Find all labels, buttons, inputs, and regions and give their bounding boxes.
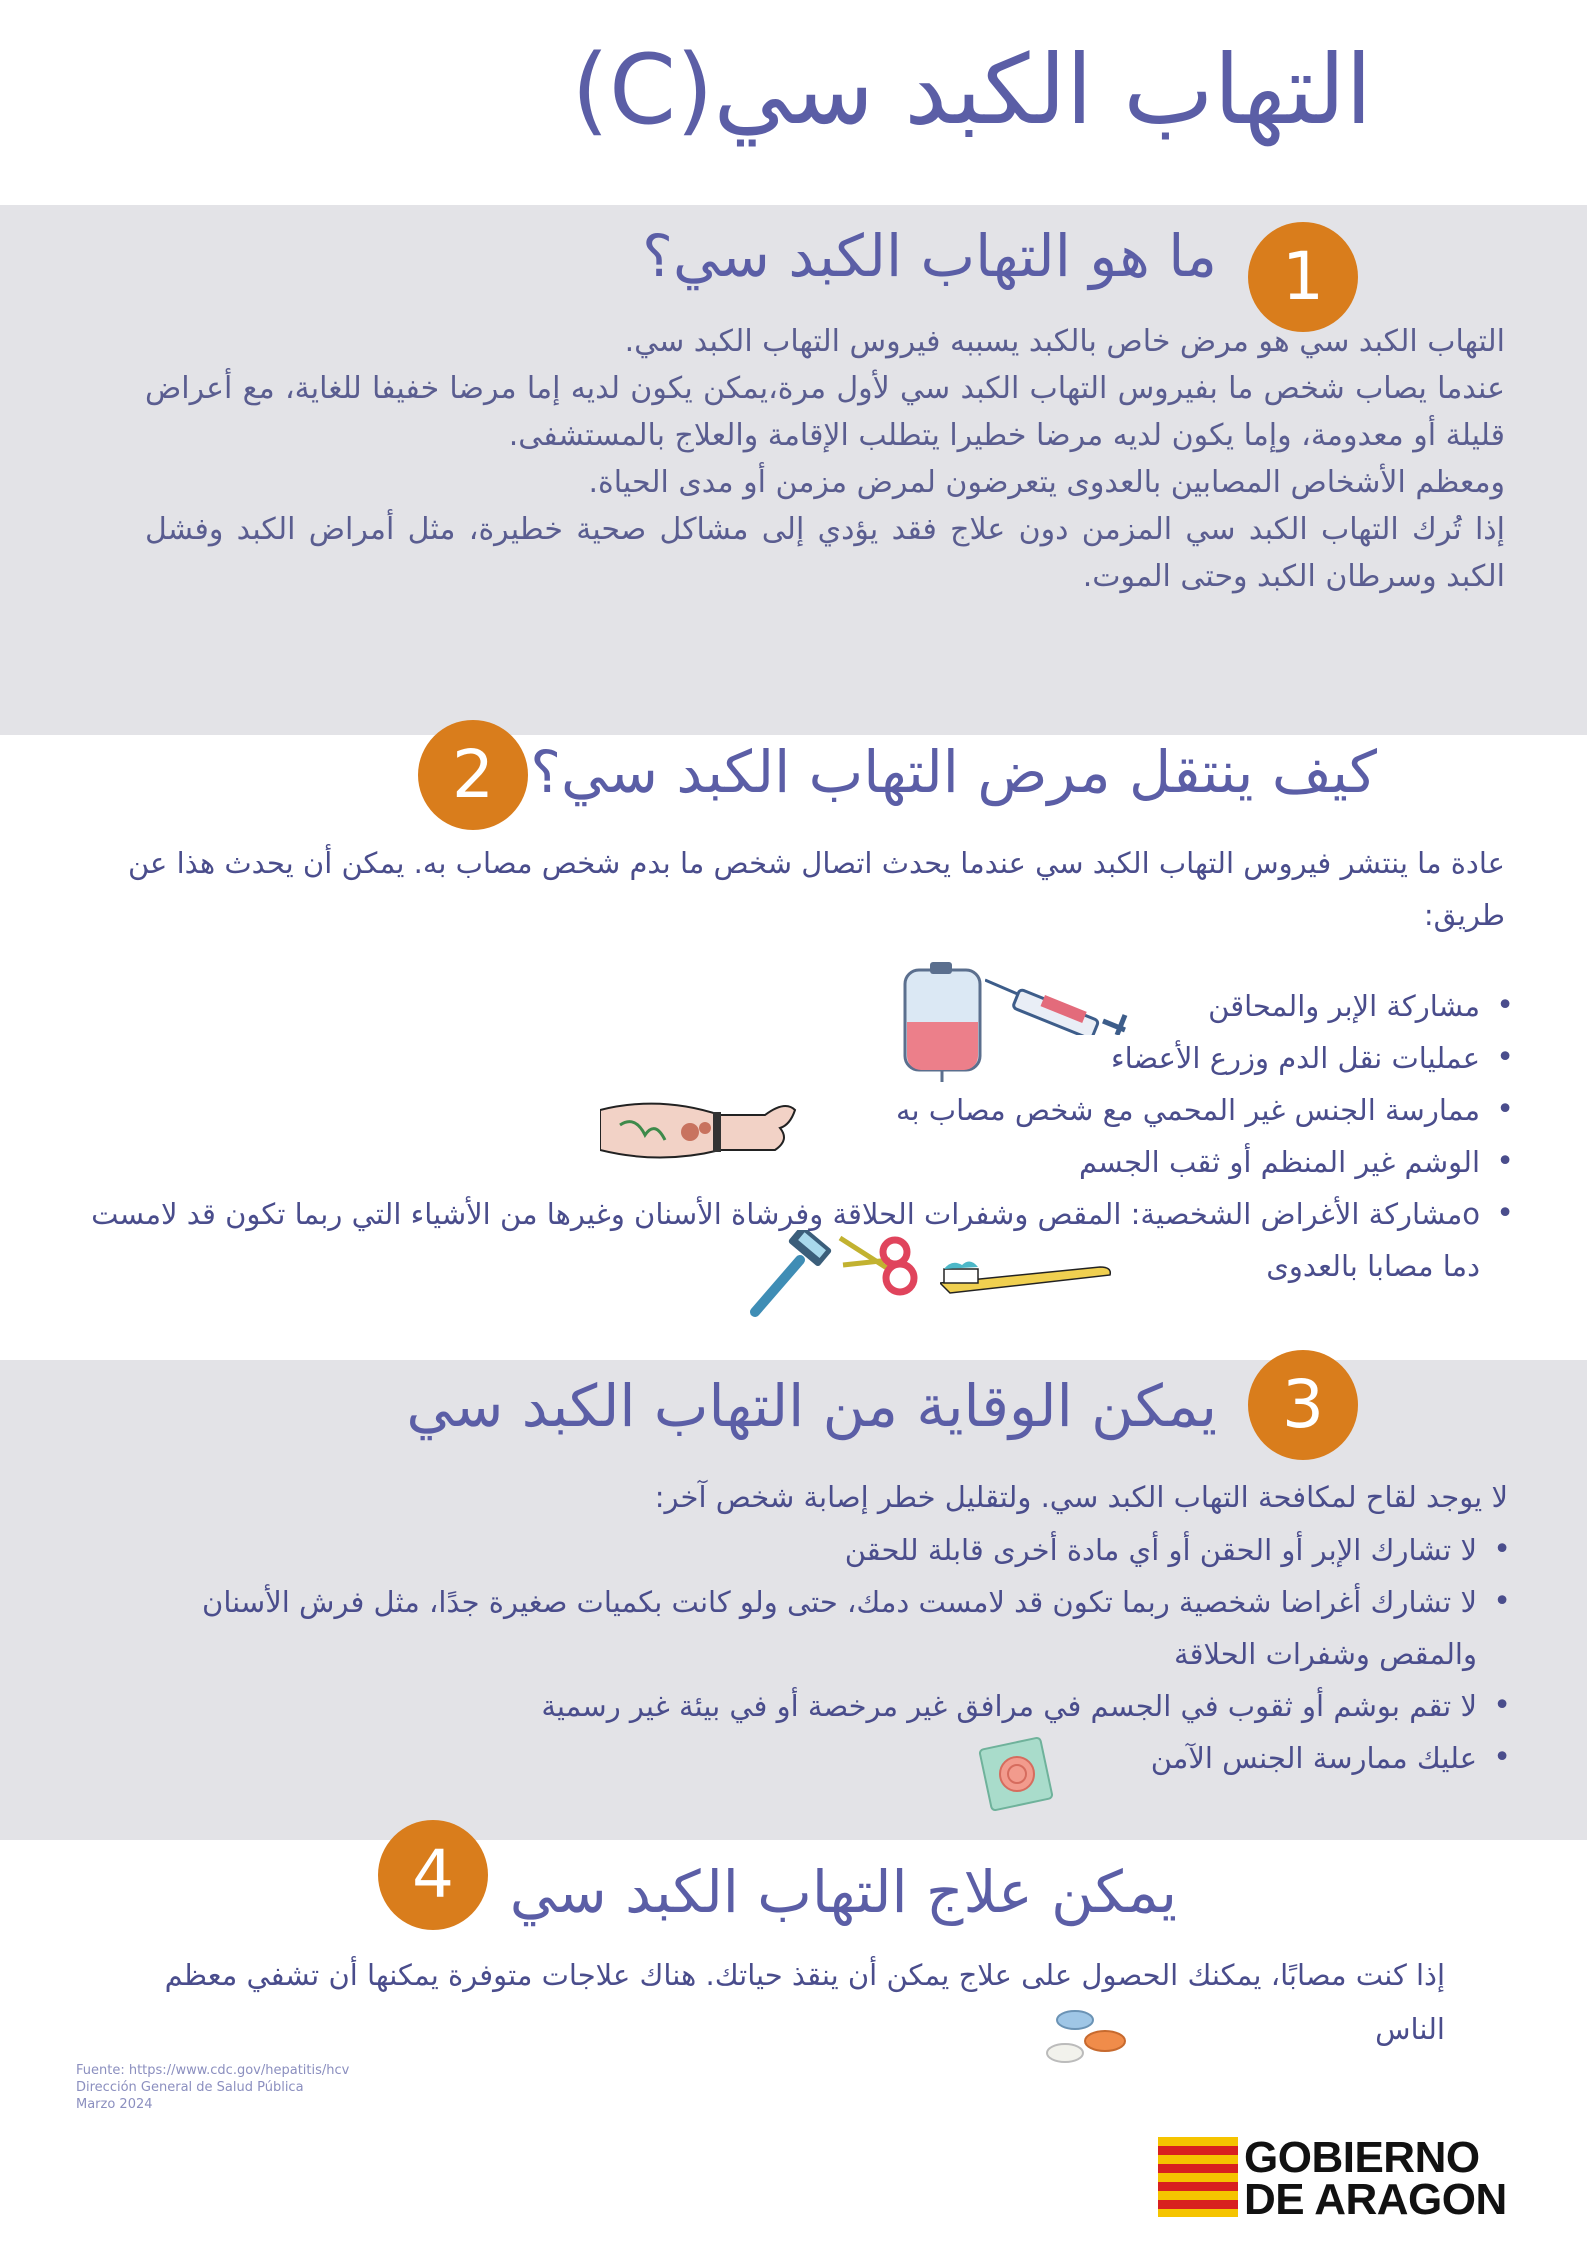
aragon-flag-icon [1158,2137,1238,2217]
section-4-intro: إذا كنت مصابًا، يمكنك الحصول على علاج يمكن أن ينقذ حياتك. هناك علاجات متوفرة يمكنها أن تشفي معظم الناس [164,1958,1445,2046]
section-1-paragraph: إذا تُرك التهاب الكبد سي المزمن دون علاج فقد يؤدي إلى مشاكل صحية خطيرة، مثل أمراض الكبد وفشل الكبد وسرطان الكبد وحتى الموت. [145,512,1505,594]
tattooed-arm-icon [600,1090,800,1170]
section-3-number-badge: 3 [1248,1350,1358,1460]
toothbrush-icon [940,1255,1115,1300]
page-title: التهاب الكبد سي(C) [571,34,1372,146]
list-item: • عليك ممارسة الجنس الآمن [135,1732,1477,1784]
source-line: Marzo 2024 [76,2097,153,2112]
section-4-heading: يمكن علاج التهاب الكبد سي [509,1858,1177,1926]
list-item: • لا تشارك الإبر أو الحقن أو أي مادة أخرى قابلة للحقن [135,1524,1477,1576]
list-item: • عمليات نقل الدم وزرع الأعضاء [90,1032,1480,1084]
section-1-paragraph: عندما يصاب شخص ما بفيروس التهاب الكبد سي لأول مرة،يمكن يكون لديه إما مرضا خفيفا للغاية، مع أعراض قليلة أو معدومة، وإما يكون لديه مرضا خطيرا يتطلب الإقامة والعلاج بالمستشفى. [145,371,1505,453]
list-item: • مشاركة الإبر والمحاقن [90,980,1480,1032]
pills-icon [1045,2005,1155,2065]
list-item: • الوشم غير المنظم أو ثقب الجسم [90,1136,1480,1188]
section-1-heading: ما هو التهاب الكبد سي؟ [642,222,1217,290]
logo-line-2: DE ARAGON [1244,2175,1507,2224]
razor-icon [745,1230,835,1320]
source-line: Dirección General de Salud Pública [76,2080,304,2095]
condom-icon [975,1735,1065,1815]
section-3-list [135,1524,1511,1784]
list-item: • لا تشارك أغراضا شخصية ربما تكون قد لامست دمك، حتى ولو كانت بكميات صغيرة جدًا، مثل فرش الأسنان والمقص وشفرات الحلاقة [135,1576,1477,1680]
section-3-heading: يمكن الوقاية من التهاب الكبد سي [406,1372,1217,1440]
scissors-icon [835,1230,925,1310]
section-1-paragraph: التهاب الكبد سي هو مرض خاص بالكبد يسببه فيروس التهاب الكبد سي. [624,324,1505,359]
blood-bag-icon [900,962,990,1082]
source-line: Fuente: https://www.cdc.gov/hepatitis/hcv [76,2063,350,2078]
source-note [76,2062,349,2113]
government-logo-text [1244,2133,1507,2224]
section-1-body [145,318,1505,600]
section-4-number-badge: 4 [378,1820,488,1930]
list-item: • لا تقم بوشم أو ثقوب في الجسم في مرافق غير مرخصة أو في بيئة غير رسمية [135,1680,1477,1732]
syringe-icon [985,975,1145,1035]
section-2-heading: كيف ينتقل مرض التهاب الكبد سي؟ [530,738,1377,806]
list-item: • ممارسة الجنس غير المحمي مع شخص مصاب به [90,1084,1480,1136]
section-1-number-badge: 1 [1248,222,1358,332]
section-3-intro: لا يوجد لقاح لمكافحة التهاب الكبد سي. ولتقليل خطر إصابة شخص آخر: [654,1480,1508,1514]
section-2-intro: عادة ما ينتشر فيروس التهاب الكبد سي عندما يحدث اتصال شخص ما بدم شخص مصاب به. يمكن أن يحدث هذا عن طريق: [127,846,1505,932]
section-2-number-badge: 2 [418,720,528,830]
logo-line-1: GOBIERNO [1244,2133,1480,2182]
list-item: • oمشاركة الأغراض الشخصية: المقص وشفرات الحلاقة وفرشاة الأسنان وغيرها من الأشياء التي ربما تكون قد لامست دما مصابا بالعدوى [90,1188,1480,1292]
section-1-paragraph: ومعظم الأشخاص المصابين بالعدوى يتعرضون لمرض مزمن أو مدى الحياة. [588,465,1505,500]
